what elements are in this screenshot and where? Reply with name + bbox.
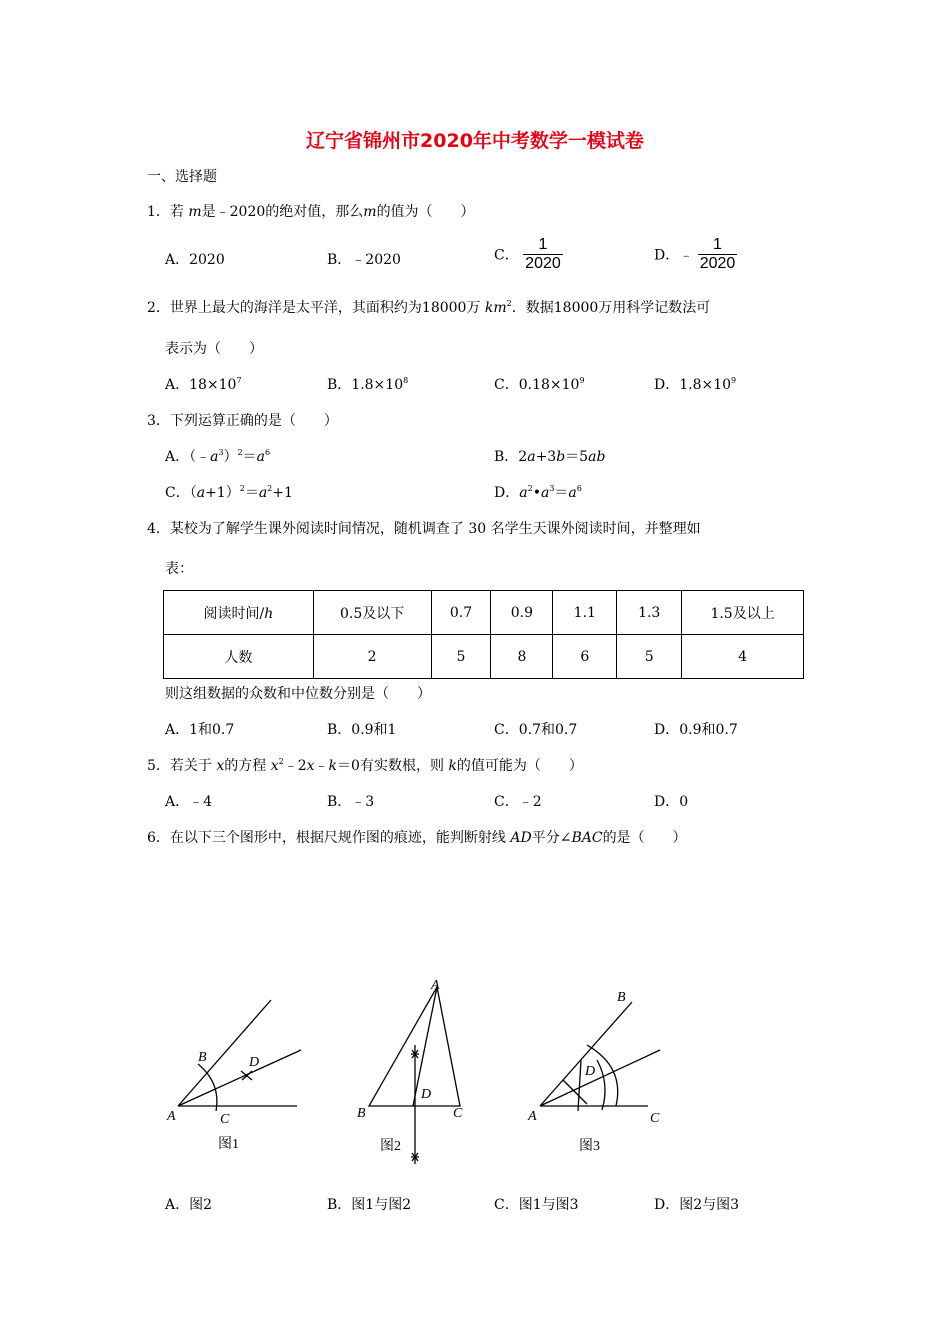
q6-option-d[interactable]: D．图2与图3 [654, 1197, 740, 1213]
q2-option-b[interactable]: B．$1.8\times 10^8$ [327, 376, 409, 393]
table-header-row [164, 591, 804, 635]
q6-option-c[interactable]: C．图1与图3 [494, 1197, 579, 1213]
q2-option-c[interactable]: C．$0.18\times 10^9$ [494, 376, 585, 393]
figure-1 [178, 1000, 301, 1111]
q1-option-c[interactable]: C． $\frac{1}{2020}$ [494, 236, 561, 272]
q5-option-c[interactable]: C．﹣2 [494, 794, 542, 810]
table-cell: 人数 [164, 635, 314, 679]
question-5-stem: 5．若关于 x的方程 $x^2﹣2x﹣k=0$有实数根，则 k的值可能为（ ） [147, 757, 583, 774]
q4-option-c[interactable]: C．0.7和0.7 [494, 722, 578, 738]
fig3-caption: 图3 [579, 1139, 600, 1154]
fig2-caption: 图2 [380, 1139, 401, 1154]
table-row [164, 635, 804, 679]
q1-option-b[interactable]: B．﹣2020 [327, 252, 401, 268]
q3-option-c[interactable]: C．$(a+1)^2=a^2+1$ [165, 484, 293, 501]
page-title: 辽宁省锦州市2020年中考数学一模试卷 [306, 130, 644, 152]
fig2-label-d: D [421, 1087, 432, 1102]
question-2-stem: 2．世界上最大的海洋是太平洋，其面积约为18000万 $km^2$．数据18000万用科学记数法可 [147, 299, 711, 316]
question-4-question: 则这组数据的众数和中位数分别是（ ） [165, 686, 431, 702]
table-cell: 2 [313, 635, 431, 679]
q2-option-d[interactable]: D．$1.8\times 10^9$ [654, 376, 737, 393]
q6-option-b[interactable]: B．图1与图2 [327, 1197, 412, 1213]
table-cell: 8 [491, 635, 553, 679]
fig2-label-a: A [431, 978, 440, 993]
fig2-label-b: B [357, 1106, 366, 1121]
table-header-cell: 0.9 [491, 591, 553, 635]
table-header-cell: 1.3 [617, 591, 682, 635]
fig3-label-b: B [617, 990, 626, 1005]
figure-2 [369, 987, 460, 1164]
question-4-stem: 4．某校为了解学生课外阅读时间情况，随机调查了 30 名学生天课外阅读时间，并整理如 [147, 521, 701, 537]
q3-option-a[interactable]: A．$(﹣a^3)^2=a^6$ [165, 448, 271, 465]
reading-time-table [163, 590, 804, 679]
q4-option-d[interactable]: D．0.9和0.7 [654, 722, 738, 738]
q1-option-a[interactable]: A．2020 [165, 252, 225, 268]
q5-option-d[interactable]: D．0 [654, 794, 689, 810]
fig1-label-a: A [167, 1109, 176, 1124]
fig3-label-d: D [585, 1064, 596, 1079]
q1-option-c-fraction: $\frac{1}{2020}$ [525, 236, 561, 272]
table-cell: 4 [682, 635, 804, 679]
fig3-label-a: A [528, 1109, 537, 1124]
question-4-stem-line2: 表： [165, 561, 193, 577]
fig1-caption: 图1 [218, 1137, 239, 1152]
fig1-label-c: C [220, 1112, 230, 1127]
table-cell: 5 [431, 635, 491, 679]
question-3-stem: 3．下列运算正确的是（ ） [147, 413, 338, 429]
table-header-cell: 1.1 [553, 591, 617, 635]
q1-option-d-fraction: $\frac{1}{2020}$ [699, 236, 736, 272]
table-header-cell: 0.7 [431, 591, 491, 635]
question-6-stem: 6．在以下三个图形中，根据尺规作图的痕迹，能判断射线 AD平分∠BAC的是（ ） [147, 830, 687, 846]
q5-option-a[interactable]: A．﹣4 [165, 794, 213, 810]
q4-option-a[interactable]: A．1和0.7 [165, 722, 235, 738]
q1-option-d[interactable]: D．﹣ $\frac{1}{2020}$ [654, 236, 736, 272]
table-header-cell: 0.5及以下 [313, 591, 431, 635]
question-1-stem: 1．若 m是﹣2020的绝对值，那么m的值为（ ） [147, 204, 475, 220]
q5-option-b[interactable]: B．﹣3 [327, 794, 375, 810]
q4-option-b[interactable]: B．0.9和1 [327, 722, 397, 738]
q3-option-b[interactable]: B．2a+3b＝5ab [494, 449, 606, 465]
fig1-label-b: B [198, 1050, 207, 1065]
table-header-cell: 1.5及以上 [682, 591, 804, 635]
fig2-label-c: C [453, 1106, 463, 1121]
geometry-figures [0, 960, 950, 1170]
fig3-label-c: C [650, 1111, 660, 1126]
table-cell: 5 [617, 635, 682, 679]
q6-option-a[interactable]: A．图2 [165, 1197, 213, 1213]
figure-3 [540, 1002, 660, 1111]
q3-option-d[interactable]: D．$a^2•a^3=a^6$ [494, 484, 582, 501]
table-header-cell: 阅读时间/h [164, 591, 314, 635]
question-2-stem-line2: 表示为（ ） [165, 341, 263, 357]
table-cell: 6 [553, 635, 617, 679]
q2-option-a[interactable]: A．$18\times 10^7$ [165, 376, 242, 393]
fig1-label-d: D [249, 1055, 260, 1070]
section-heading: 一、选择题 [147, 169, 217, 185]
